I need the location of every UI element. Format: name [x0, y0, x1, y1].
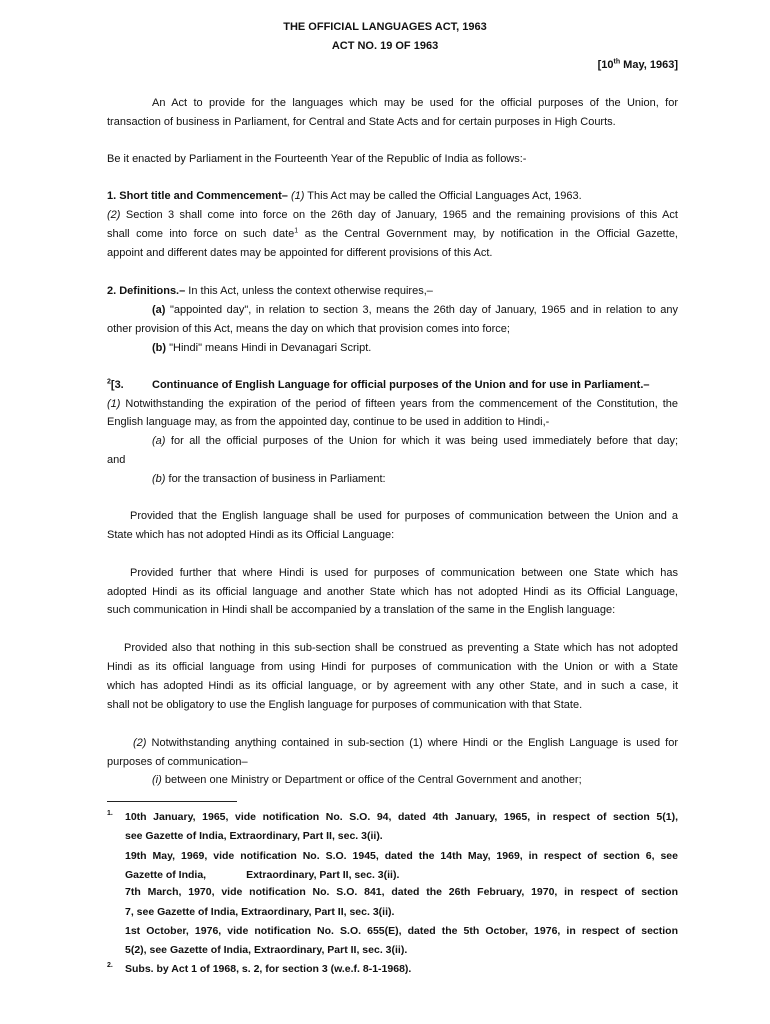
section-1-sub2: shall come into force on such date$^1$ as the Central Government may, by notification in the Official Gazette,	[107, 227, 678, 240]
proviso-3: which has adopted Hindi as its official language, or by agreement with any other State, and in such a case, it	[107, 680, 678, 692]
conjunction: and	[107, 454, 126, 466]
definition-a: other provision of this Act, means the day on which that provision comes into force;	[107, 323, 510, 335]
footnote-1-line: see Gazette of India, Extraordinary, Part II, sec. 3(ii).	[125, 830, 383, 842]
act-title: THE OFFICIAL LANGUAGES ACT, 1963	[283, 21, 487, 33]
section-1-heading: 1. Short title and Commencement– (1) This Act may be called the Official Languages Act, 1963.	[107, 190, 582, 202]
footnote-1-line: 10th January, 1965, vide notification No. S.O. 94, dated 4th January, 1965, in respect of section 5(1),	[125, 811, 678, 823]
section-2-heading: 2. Definitions.– In this Act, unless the context otherwise requires,–	[107, 285, 433, 297]
section-1-sub2: (2) Section 3 shall come into force on the 26th day of January, 1965 and the remaining provisions of this Act	[107, 209, 678, 221]
footnote-1-line: 1st October, 1976, vide notification No. S.O. 655(E), dated the 5th October, 1976, in respect of section	[125, 925, 678, 937]
proviso-3: Provided also that nothing in this sub-section shall be construed as preventing a State which has not adopted	[124, 642, 678, 654]
proviso-2: Provided further that where Hindi is used for purposes of communication between one State which has	[130, 567, 678, 579]
footnote-1-marker: 1.	[107, 810, 113, 817]
section-3-sub2: (2) Notwithstanding anything contained in sub-section (1) where Hindi or the English Language is used for	[133, 737, 678, 749]
preamble-line: An Act to provide for the languages which may be used for the official purposes of the Union, for	[152, 97, 678, 109]
footnote-2-marker: 2.	[107, 962, 113, 969]
proviso-1: State which has not adopted Hindi as its Official Language:	[107, 529, 395, 541]
proviso-3: Hindi as its official language from using Hindi for purposes of communication with the Union or with a State	[107, 661, 678, 673]
footnote-1-line: 7th March, 1970, vide notification No. S.O. 841, dated the 26th February, 1970, in respect of section	[125, 886, 678, 898]
footnote-2-text: Subs. by Act 1 of 1968, s. 2, for section 3 (w.e.f. 8-1-1968).	[125, 963, 412, 975]
preamble-line: transaction of business in Parliament, for Central and State Acts and for certain purposes in High Courts.	[107, 116, 616, 128]
clause-i: (i) between one Ministry or Department or office of the Central Government and another;	[152, 774, 582, 786]
section-3-sub1: English language may, as from the appointed day, continue to be used in addition to Hindi,-	[107, 416, 550, 428]
section-3-sub1: (1) Notwithstanding the expiration of the period of fifteen years from the commencement of the Constitution, the	[107, 398, 678, 410]
clause-b: (b) for the transaction of business in Parliament:	[152, 473, 386, 485]
footnote-1-line: 7, see Gazette of India, Extraordinary, Part II, sec. 3(ii).	[125, 906, 395, 918]
proviso-2: such communication in Hindi shall be accompanied by a translation of the same in the English language:	[107, 604, 616, 616]
section-1-sub2: appoint and different dates may be appointed for different provisions of this Act.	[107, 247, 493, 259]
act-date: [10th May, 1963]	[597, 58, 678, 71]
proviso-3: shall not be obligatory to use the English language for purposes of communication with that State.	[107, 699, 583, 711]
proviso-2: adopted Hindi as its official language and another State which has not adopted Hindi as its Official Language,	[107, 586, 678, 598]
proviso-1: Provided that the English language shall be used for purposes of communication between the Union and a	[130, 510, 678, 522]
act-number: ACT NO. 19 OF 1963	[331, 40, 439, 52]
enacting-clause: Be it enacted by Parliament in the Fourteenth Year of the Republic of India as follows:-	[107, 153, 527, 165]
section-3-heading: Continuance of English Language for official purposes of the Union and for use in Parliament.–	[152, 379, 650, 391]
section-3-number: $^2$[3.	[107, 378, 124, 391]
clause-a: (a) for all the official purposes of the Union for which it was being used immediately before that day;	[152, 435, 678, 447]
footnote-1-line: 19th May, 1969, vide notification No. S.O. 1945, dated the 14th May, 1969, in respect of section 6, see	[125, 850, 678, 862]
footnote-1-line: Gazette of India, Extraordinary, Part II, sec. 3(ii).	[125, 869, 400, 881]
section-3-sub2: purposes of communication–	[107, 756, 248, 768]
definition-a: (a) "appointed day", in relation to section 3, means the 26th day of January, 1965 and in relation to any	[152, 304, 678, 316]
footnote-1-line: 5(2), see Gazette of India, Extraordinary, Part II, sec. 3(ii).	[125, 944, 408, 956]
footnote-rule	[107, 801, 237, 802]
definition-b: (b) "Hindi" means Hindi in Devanagari Script.	[152, 342, 372, 354]
